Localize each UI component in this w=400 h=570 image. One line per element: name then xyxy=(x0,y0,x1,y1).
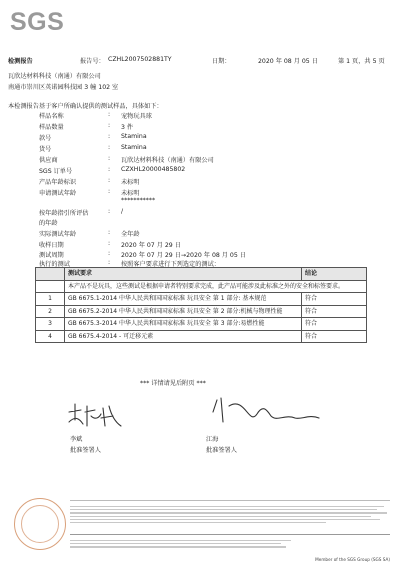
info-value: Stamina xyxy=(121,133,147,140)
row-requirement: GB 6675.3-2014 中华人民共和国国家标准 玩具安全 第 3 部分:易燃性能 xyxy=(65,318,302,331)
info-label: 的年龄 xyxy=(39,220,58,227)
info-label: 样品数量 xyxy=(39,124,64,131)
header-requirement: 测试要求 xyxy=(65,268,302,281)
table-row xyxy=(36,293,367,306)
info-value: 3 件 xyxy=(121,124,134,131)
row-requirement: GB 6675.4-2014 - 可迁移元素 xyxy=(65,330,302,343)
row-result: 符合 xyxy=(302,293,367,306)
info-value: Stamina xyxy=(121,144,147,151)
info-colon: : xyxy=(108,250,111,257)
intro-text: 本检测报告基于客户所确认提供的测试样品，具体如下： xyxy=(8,103,163,110)
signatory-2-name: 江海 xyxy=(206,436,219,443)
info-colon: : xyxy=(108,144,111,151)
info-label: 按年龄指引所评估 xyxy=(39,210,89,217)
row-result: 符合 xyxy=(302,330,367,343)
signatory-2-role: 批准签署人 xyxy=(206,447,237,454)
info-value: 按照客户要求进行下列选定的测试： xyxy=(121,261,220,268)
row-no: 2 xyxy=(36,305,65,318)
footer-divider xyxy=(70,534,390,535)
info-label: 实际测试年龄 xyxy=(39,231,77,238)
row-result: 符合 xyxy=(302,318,367,331)
fine-print-block xyxy=(70,500,390,525)
member-notice: Member of the SGS Group (SGS SA) xyxy=(315,557,390,562)
row-requirement: GB 6675.2-2014 中华人民共和国国家标准 玩具安全 第 2 部分:机械与物理性能 xyxy=(65,305,302,318)
signature-1-image xyxy=(65,398,125,430)
signature-2-image xyxy=(205,392,325,428)
info-label: 测试周期 xyxy=(39,252,64,259)
row-no: 4 xyxy=(36,330,65,343)
info-value: 全年龄 xyxy=(121,231,140,238)
info-value: CZXHL20000485802 xyxy=(121,166,186,173)
info-colon: : xyxy=(108,155,111,162)
info-value: 2020 年 07 月 29 日 xyxy=(121,242,181,249)
info-colon: : xyxy=(108,240,111,247)
table-header-row xyxy=(36,268,367,281)
info-value: 未标明 xyxy=(121,179,140,186)
header-result: 结论 xyxy=(302,268,367,281)
info-label: SGS 订单号 xyxy=(39,168,73,175)
info-label: 执行的测试 xyxy=(39,261,70,268)
table-row xyxy=(36,305,367,318)
row-result: 符合 xyxy=(302,305,367,318)
row-requirement: GB 6675.1-2014 中华人民共和国国家标准 玩具安全 第 1 部分: 基本规范 xyxy=(65,293,302,306)
report-date: 2020 年 08 月 05 日 xyxy=(258,58,318,65)
company-seal-inner xyxy=(21,505,59,543)
report-no-label: 报告号： xyxy=(80,58,105,65)
info-value: 2020 年 07 月 29 日→2020 年 08 月 05 日 xyxy=(121,252,246,259)
info-colon: : xyxy=(108,111,111,118)
signatory-1-role: 批准签署人 xyxy=(70,447,101,454)
info-colon: : xyxy=(108,208,111,215)
info-label: 样品名称 xyxy=(39,113,64,120)
table-row xyxy=(36,330,367,343)
info-colon: : xyxy=(108,188,111,195)
info-label: 供应商 xyxy=(39,157,58,164)
page-number: 第 1 页，共 5 页 xyxy=(338,58,385,65)
report-title: 检测报告 xyxy=(8,58,33,65)
date-label: 日期： xyxy=(212,58,231,65)
client-name: 瓦欣达材料科技（南通）有限公司 xyxy=(8,73,101,80)
info-colon: : xyxy=(108,259,111,266)
header-no xyxy=(36,268,65,281)
see-attached-note: *** 详情请见后附页 *** xyxy=(140,380,206,387)
row-no: 1 xyxy=(36,293,65,306)
sgs-logo: SGS xyxy=(10,8,65,36)
test-results-table xyxy=(35,267,367,343)
info-label: 申请测试年龄 xyxy=(39,190,77,197)
table-row xyxy=(36,318,367,331)
info-separator: *********** xyxy=(121,197,156,204)
report-no: CZHL2007502881TY xyxy=(108,56,172,63)
signatory-1-name: 李斌 xyxy=(70,436,83,443)
info-value: 宠物玩具球 xyxy=(121,113,152,120)
client-address: 南通市崇川区英诺园科技园 3 幢 102 室 xyxy=(8,84,119,91)
info-colon: : xyxy=(108,122,111,129)
table-note: 本产品不是玩具，这些测试是根据申请者特别要求完成，此产品可能涉及此标准之外的安全和标签要求。 xyxy=(65,280,367,293)
info-colon: : xyxy=(108,166,111,173)
info-colon: : xyxy=(108,133,111,140)
info-value: 未标明 xyxy=(121,190,140,197)
row-no: 3 xyxy=(36,318,65,331)
info-colon: : xyxy=(108,177,111,184)
address-lines xyxy=(70,538,310,550)
info-label: 产品年龄标识 xyxy=(39,179,77,186)
info-value: / xyxy=(121,208,124,215)
info-label: 收样日期 xyxy=(39,242,64,249)
info-label: 货号 xyxy=(39,146,52,153)
table-note-row xyxy=(36,280,367,293)
info-value: 瓦欣达材料科技（南通）有限公司 xyxy=(121,157,214,164)
info-colon: : xyxy=(108,229,111,236)
info-label: 款号 xyxy=(39,135,52,142)
